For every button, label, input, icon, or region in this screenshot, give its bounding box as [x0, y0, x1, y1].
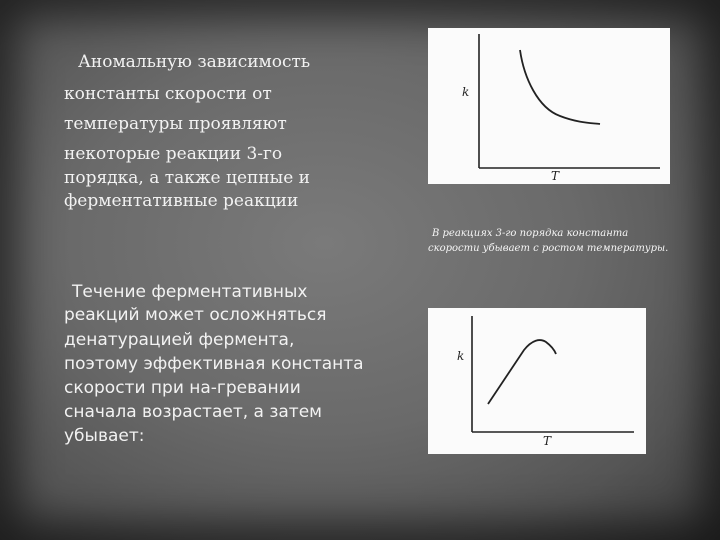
- text-line: денатурацией фермента,: [64, 330, 295, 350]
- text-line: порядка, а также цепные и: [64, 168, 310, 188]
- text-line: поэтому эффективная константа: [64, 354, 364, 374]
- x-axis-label: T: [551, 169, 560, 183]
- text-line: температуры проявляют: [64, 114, 287, 134]
- text-line: Течение ферментативных: [72, 282, 308, 302]
- text-line: реакций может осложняться: [64, 305, 327, 325]
- figure-caption-line: скорости убывает с ростом температуры.: [428, 243, 669, 254]
- x-axis-label: T: [543, 434, 552, 448]
- figure-k-rise-fall: [428, 308, 646, 454]
- figure-k-rise-fall-svg: [428, 308, 646, 454]
- y-axis-label: k: [457, 349, 465, 363]
- curve-decreasing: [520, 50, 600, 124]
- figure-k-decreasing: [428, 28, 670, 184]
- figure-caption-line: В реакциях 3-го порядка константа: [432, 228, 629, 239]
- text-line: Аномальную зависимость: [78, 52, 311, 72]
- text-line: некоторые реакции 3-го: [64, 144, 283, 164]
- text-line: ферментативные реакции: [64, 191, 299, 211]
- text-line: сначала возрастает, а затем: [64, 402, 322, 422]
- text-line: убывает:: [64, 426, 145, 446]
- y-axis-label: k: [462, 85, 470, 99]
- figure-k-decreasing-svg: [428, 28, 670, 184]
- curve-rise-fall: [488, 340, 556, 404]
- text-line: скорости при на-гревании: [64, 378, 301, 398]
- text-line: константы скорости от: [64, 84, 272, 104]
